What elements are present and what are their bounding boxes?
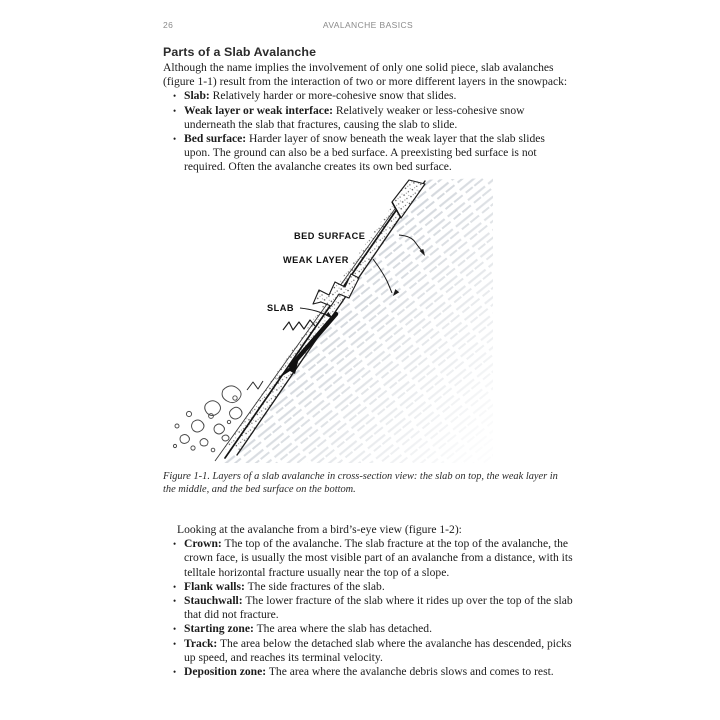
bird-eye-definition-term: Track: [184,636,218,650]
bird-eye-definition-item [163,580,573,594]
bird-eye-definition-description: The area where the avalanche debris slows and comes to rest. [266,665,554,679]
bird-eye-definition-term: Deposition zone: [184,665,267,679]
page-title: Parts of a Slab Avalanche [163,45,317,59]
bird-eye-definition-term: Stauchwall: [184,594,243,608]
bird-eye-definition-description: The area where the slab has detached. [253,622,432,636]
bird-eye-definition-term: Crown: [184,537,222,551]
definition-item [163,132,573,175]
second-definition-list [163,537,573,679]
bird-eye-definition-term: Starting zone: [184,622,254,636]
definition-description: Relatively harder or more-cohesive snow that slides. [209,89,457,103]
definition-term: Bed surface: [184,132,247,146]
definition-term: Slab: [184,89,210,103]
bird-eye-definition-description: The area below the detached slab where the avalanche has descended, picks up speed, and reaches its terminal velocity. [184,636,572,664]
definition-term: Weak layer or weak interface: [184,103,333,117]
lower-text-column [163,523,573,679]
figure-caption: Figure 1-1. Layers of a slab avalanche in cross-section view: the slab on top, the weak layer in the middle, and the bed surface on the bottom. [163,471,558,496]
ground-texture [223,178,503,463]
running-head [163,20,573,34]
running-head-title: AVALANCHE BASICS [322,20,414,30]
bird-eye-definition-item [163,665,573,679]
second-intro-paragraph: Looking at the avalanche from a bird’s-eye view (figure 1-2): [177,523,462,536]
definition-description: Harder layer of snow beneath the weak layer that the slab slides upon. The ground can also be a bed surface. A preexisting bed surface is not required. Often the avalanche creates its own bed surface. [184,132,545,174]
fracture-edge-lower [247,381,263,390]
intro-paragraph: Although the name implies the involvement of only one solid piece, slab avalanches (figure 1-1) result from the interaction of two or more different layers in the snowpack: [163,61,568,89]
definition-list [163,89,573,174]
bird-eye-definition-item [163,622,573,636]
definition-item [163,104,573,132]
label-bed-surface: BED SURFACE [294,231,366,241]
label-weak-layer: WEAK LAYER [283,255,349,265]
figure-1-1 [163,178,573,463]
bird-eye-definition-item [163,594,573,622]
bird-eye-definition-description: The lower fracture of the slab where it rides up over the top of the slab that did not fracture. [184,594,573,622]
label-slab: SLAB [267,303,295,313]
bird-eye-definition-description: The top of the avalanche. The slab fracture at the top of the avalanche, the crown face, is usually the most visible part of an avalanche from a distance, with its telltale horizontal fracture usually near the top of a slope. [184,537,573,579]
bird-eye-definition-term: Flank walls: [184,579,245,593]
definition-description: Relatively weaker or less-cohesive snow underneath the slab that fractures, causing the slab to slide. [184,103,525,131]
upper-text-column [163,45,573,175]
bird-eye-definition-item [163,637,573,665]
bird-eye-definition-description: The side fractures of the slab. [244,579,385,593]
page-number: 26 [163,20,174,30]
bird-eye-definition-item [163,537,573,580]
definition-item [163,89,573,103]
